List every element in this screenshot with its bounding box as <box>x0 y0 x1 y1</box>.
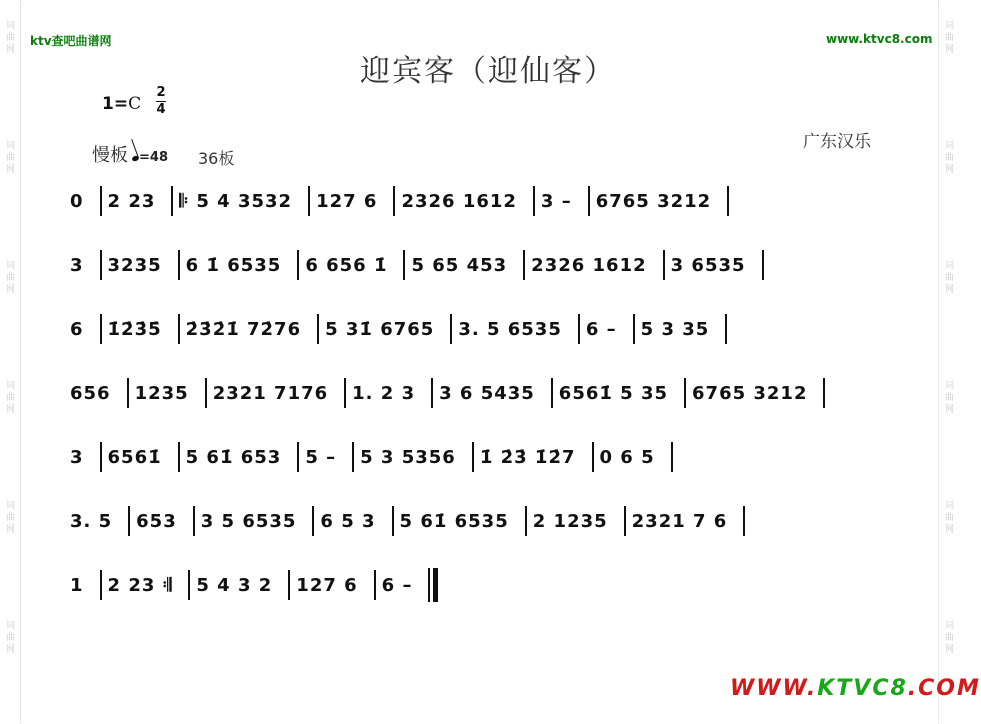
barline <box>100 570 102 600</box>
measure: 3235 <box>107 254 162 276</box>
measure: 6 656 1̇ <box>305 254 388 276</box>
barline <box>624 506 626 536</box>
measure: 6 – <box>381 574 413 596</box>
measure: 0 <box>70 190 84 212</box>
score-line <box>70 568 900 600</box>
barline <box>178 314 180 344</box>
watermark-strip-left <box>0 0 21 724</box>
barline <box>100 186 102 216</box>
barline <box>523 250 525 280</box>
barline <box>392 506 394 536</box>
watermark-text: 词曲网 <box>943 380 953 416</box>
meter-top: 2 <box>156 85 166 100</box>
barline <box>288 570 290 600</box>
barline <box>684 378 686 408</box>
measure: 2321 7176 <box>212 382 329 404</box>
measure: 127 6 <box>296 574 358 596</box>
barline <box>472 442 474 472</box>
barline <box>743 506 745 536</box>
logo-mid: KTVC8 <box>817 676 908 701</box>
watermark-text: 词曲网 <box>4 140 14 176</box>
barline <box>727 186 729 216</box>
barline <box>671 442 673 472</box>
tempo-marking <box>92 141 168 167</box>
logo-right: .COM <box>907 676 981 701</box>
score-line <box>70 442 900 474</box>
logo-left: WWW. <box>730 676 818 701</box>
measure: 2326 1612 <box>531 254 647 276</box>
measure: 6 5 3 <box>320 510 376 532</box>
tempo-label: 慢板 <box>92 145 128 166</box>
measure: 3 6 5435 <box>439 382 535 404</box>
barline <box>100 250 102 280</box>
measure: 653 <box>136 510 177 532</box>
measure: 5 61̇ 6535 <box>399 510 509 532</box>
barline <box>178 250 180 280</box>
measure: 1̇ 2̇3̇ 1̇2̇7 <box>479 446 576 468</box>
measure: 2321 7 6 <box>631 510 728 532</box>
barline <box>592 442 594 472</box>
measure: 𝄆 5 4 3532 <box>179 190 293 212</box>
score-line <box>70 186 900 218</box>
measure: 0 6 5 <box>599 446 655 468</box>
measure: 5 31̇ 6765 <box>325 318 435 340</box>
measure: 2326 1612 <box>401 190 517 212</box>
watermark-text: 词曲网 <box>4 620 14 656</box>
measure: 1̇2̇3̇5̇ <box>107 318 162 340</box>
watermark-text: 词曲网 <box>4 260 14 296</box>
key-signature <box>102 94 141 114</box>
key-prefix: 1= <box>102 94 129 114</box>
final-barline-thick <box>433 568 438 602</box>
meter-bottom: 4 <box>156 102 166 117</box>
barline <box>188 570 190 600</box>
measure: 2 1235 <box>532 510 608 532</box>
barline <box>193 506 195 536</box>
page-title: 迎宾客（迎仙客） <box>360 54 616 89</box>
barline <box>633 314 635 344</box>
barline <box>100 314 102 344</box>
watermark-text: 词曲网 <box>4 380 14 416</box>
measure: 6561̇ <box>107 446 162 468</box>
barline <box>178 442 180 472</box>
barline <box>450 314 452 344</box>
barline <box>578 314 580 344</box>
watermark-text: 词曲网 <box>943 500 953 536</box>
barline <box>551 378 553 408</box>
measure: 6 <box>70 318 84 340</box>
measure: 5 61̇ 653 <box>185 446 282 468</box>
barline <box>725 314 727 344</box>
measure: 5 4 3 2 <box>196 574 273 596</box>
barline <box>171 186 173 216</box>
measure: 5 – <box>305 446 337 468</box>
site-name-left[interactable]: ktv查吧曲谱网 <box>30 34 112 48</box>
watermark-text: 词曲网 <box>943 140 953 176</box>
barline <box>128 506 130 536</box>
barline <box>297 442 299 472</box>
score-line <box>70 378 900 410</box>
measure: 3 <box>70 446 84 468</box>
measure: 1. 2 3 <box>352 382 416 404</box>
score-line <box>70 506 900 538</box>
beat-count: 36板 <box>198 149 235 168</box>
measure: 5 3 35 <box>640 318 710 340</box>
measure: 3. 5 6535 <box>458 318 562 340</box>
final-barline <box>428 568 430 602</box>
watermark-strip-right <box>938 0 959 724</box>
barline <box>663 250 665 280</box>
barline <box>588 186 590 216</box>
site-url-right[interactable]: www.ktvc8.com <box>826 32 933 46</box>
barline <box>762 250 764 280</box>
measure: 127 6 <box>316 190 378 212</box>
measure: 3 <box>70 254 84 276</box>
watermark-text: 词曲网 <box>943 20 953 56</box>
barline <box>374 570 376 600</box>
barline <box>297 250 299 280</box>
barline <box>403 250 405 280</box>
measure: 3 – <box>540 190 572 212</box>
barline <box>525 506 527 536</box>
barline <box>127 378 129 408</box>
measure: 2 23 <box>107 190 156 212</box>
score-line <box>70 314 900 346</box>
watermark-text: 词曲网 <box>4 500 14 536</box>
tempo-bpm: =48 <box>139 150 168 165</box>
measure: 5 65 453 <box>411 254 508 276</box>
barline <box>431 378 433 408</box>
measure: 3. 5 <box>70 510 113 532</box>
measure: 1235 <box>134 382 189 404</box>
watermark-text: 词曲网 <box>943 260 953 296</box>
score-line <box>70 250 900 282</box>
barline <box>533 186 535 216</box>
barline <box>312 506 314 536</box>
barline <box>393 186 395 216</box>
key-note: C <box>128 94 142 114</box>
barline <box>100 442 102 472</box>
measure: 1 <box>70 574 84 596</box>
barline <box>308 186 310 216</box>
barline <box>823 378 825 408</box>
time-signature <box>156 86 166 117</box>
measure: 2̇3̇2̇1̇ 72̇76 <box>185 318 302 340</box>
measure: 656 <box>70 382 111 404</box>
watermark-text: 词曲网 <box>943 620 953 656</box>
measure: 3 5 6535 <box>200 510 297 532</box>
origin-label: 广东汉乐 <box>803 132 871 152</box>
measure: 2 23 𝄇 <box>107 574 173 596</box>
measure: 6765 3212 <box>595 190 712 212</box>
measure: 6 1̇ 6535 <box>185 254 282 276</box>
measure: 6561̇ 5 35 <box>558 382 669 404</box>
measure: 6765 3212 <box>692 382 808 404</box>
measure: 5 3 5356 <box>360 446 456 468</box>
barline <box>352 442 354 472</box>
barline <box>317 314 319 344</box>
watermark-text: 词曲网 <box>4 20 14 56</box>
barline <box>344 378 346 408</box>
barline <box>205 378 207 408</box>
site-logo[interactable] <box>730 676 981 701</box>
measure: 6 – <box>585 318 617 340</box>
measure: 3 6535 <box>670 254 746 276</box>
